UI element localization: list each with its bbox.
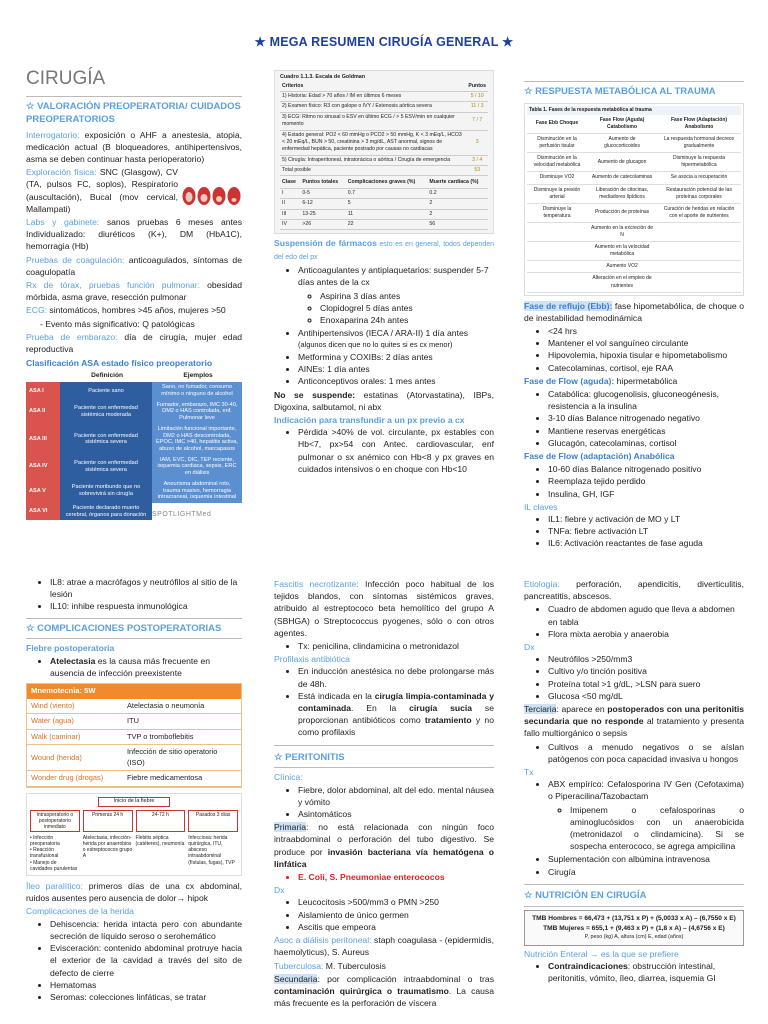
table-row: Aumento en la excreción de N bbox=[527, 222, 741, 241]
flow-column-header: Intraoperatorio o postoperatorio inmediato bbox=[30, 810, 80, 832]
table-row: Disminuye la temperatura Producción de proteínas Curación de heridas en relación con el aporte de nutrientes bbox=[527, 203, 741, 222]
table-row: I 0-5 0.7 0.2 bbox=[280, 188, 488, 198]
table-row: Water (agua) ITU bbox=[27, 714, 241, 730]
list-item: • Contraindicaciones: obstrucción intestinal, peritonitis, vómito, íleo, diarrea, isquemia GI bbox=[548, 960, 744, 984]
subheading-herida: Complicaciones de la herida bbox=[26, 906, 134, 917]
flow-column-header: 24-72 h bbox=[136, 810, 186, 832]
list-item: • Ascitis que empeora bbox=[298, 921, 494, 933]
list-item: ◦ Imipenem o cefalosporinas o aminoglucósidos con un anaerobicida (metronidazol o clindamicina). Si se sospecha enterococo, se agrega ampicilina bbox=[570, 804, 744, 853]
paragraph-rx: Rx de tórax, pruebas función pulmonar: obesidad mórbida, asma grave, resección pulmonar bbox=[26, 280, 242, 303]
list-item: • Metformina y COXIBs: 2 días antes bbox=[298, 351, 494, 363]
list-item: • Cirugía bbox=[548, 866, 744, 878]
paragraph-interrogatorio: Interrogatorio: exposición o AHF a anestesia, atopia, medicación actual (B bloqueadores, antihipertensivos, asma se deben continuar hasta perioperatorio) bbox=[26, 129, 242, 164]
asa-row: ASA V Paciente moribundo que no sobrevivirá sin cirugía Aneurisma abdominal roto, trauma masivo, hemorragia intracraneal, isquemia intestinal bbox=[26, 479, 242, 503]
divider bbox=[26, 96, 242, 97]
subheading-tx: Tx bbox=[524, 767, 534, 778]
flow-cell: Flebitis séptica (catéteres), neumonía bbox=[135, 834, 185, 847]
list-item: • Mantiene reservas energéticas bbox=[548, 425, 744, 437]
list-item: • E. Coli, S. Pneumoniae enterococos bbox=[298, 871, 494, 883]
table-row: Wound (herida) Infección de sitio operatorio (ISO) bbox=[27, 745, 241, 771]
table-row: Alteración en el empleo de nutrientes bbox=[527, 273, 741, 292]
figure-caption: Tabla 1. Fases de la respuesta metabólica al trauma bbox=[527, 106, 741, 115]
list-item: • TNFa: fiebre activación LT bbox=[548, 525, 744, 537]
section-title-peritonitis: ☆ PERITONITIS bbox=[274, 751, 345, 763]
table-row: 4) Estado general: PO2 < 60 mmHg o PCO2 > 50 mmHg, K < 3 mEq/L, HCO3 < 20 mEq/L, BUN > 50, creatinina > 3 mg/dL, AST anormal, signos de enfermedad hepática, paciente postrado por causas no cardiacas 3 bbox=[280, 130, 488, 155]
subheading-dx: Dx bbox=[524, 642, 535, 653]
asa-row: ASA II Paciente con enfermedad sistémica moderada Fumador, embarazo, IMC 30-40, DM2 o HAS controlada, enf. Pulmonar leve bbox=[26, 400, 242, 424]
paragraph-exploracion: Exploración física: SNC (Glasgow), CV (TA, pulsos FC, soplos), Respiratorio (auscultación), Bucal (mov cervical, Mallampati) bbox=[26, 167, 178, 214]
table-row: 1) Historia: Edad > 70 años / IM en últimos 6 meses 5 / 10 bbox=[280, 92, 488, 102]
list-item: • Evisceración: contenido abdominal protruye hacia el exterior de la cavidad a través del sito de defecto de cierre bbox=[50, 942, 242, 979]
table-row: Disminución en la velocidad metabólica Aumento de glucagon Disminuye la respuesta hipermetabólica bbox=[527, 153, 741, 172]
table-row: Wind (viento) Atelectasia o neumonía bbox=[27, 699, 241, 714]
list-item: - Evento más significativo: Q patológicas bbox=[40, 318, 242, 330]
list-item: • Reemplaza tejido perdido bbox=[548, 475, 744, 487]
paragraph-primaria: Primaria: no está relacionada con ningún foco intraabdominal o perforación del tubo digestivo. Se produce por invasión bacteriana vía hematógena o linfática bbox=[274, 822, 494, 869]
fever-flowchart bbox=[26, 793, 242, 876]
table-row: Aumento en la velocidad metabólica bbox=[527, 242, 741, 261]
paragraph-labs: Labs y gabinete: sanos pruebas 6 meses antes Individualizado: diuréticos (K+), DM (HbA1C), hemorragia (Hb) bbox=[26, 217, 242, 252]
flow-top: Inicio de la fiebre bbox=[98, 797, 170, 807]
column-3-top bbox=[524, 78, 744, 551]
column-3-bottom bbox=[524, 578, 744, 985]
paragraph-tuberculosa: Tuberculosa: M. Tuberculosis bbox=[274, 960, 386, 971]
list-item: • Hipovolemia, hipoxia tisular e hipometabolismo bbox=[548, 349, 744, 361]
table-row: 5) Cirugía: Intraperitoneal, intratorácica o aórtica / Cirugía de emergencia 3 / 4 bbox=[280, 155, 488, 165]
paragraph-coagulacion: Pruebas de coagulación: anticoagulados, síntomas de coagulopatía bbox=[26, 254, 242, 277]
list-item: • Catabólica: glucogenolisis, gluconeogénesis, resistencia a la insulina bbox=[548, 388, 744, 412]
table-row: Disminución en la perfusión tisular Aumento de glucocorticoides La respuesta hormonal decrece gradualmente bbox=[527, 134, 741, 153]
table-row: 2) Examen físico: R3 con galope o IVY / Estenosis aórtica severa 11 / 3 bbox=[280, 102, 488, 112]
list-item: • IL8: atrae a macrófagos y neutrófilos al sitio de la lesión bbox=[50, 576, 242, 600]
list-item: • Anticonceptivos orales: 1 mes antes bbox=[298, 375, 494, 387]
paragraph-no-suspende: No se suspende: estatinas (Atorvastatina), IBPs, Digoxina, salbutamol, ni abx bbox=[274, 389, 494, 412]
list-item: • Hematomas bbox=[50, 979, 242, 991]
subheading-dx: Dx bbox=[274, 885, 285, 896]
metabolic-table-figure bbox=[524, 103, 744, 296]
list-item: • Mantener el vol sanguíneo circulante bbox=[548, 337, 744, 349]
column-1-bottom bbox=[26, 576, 242, 1004]
table-row: 3) ECG: Ritmo no sinusal o ESV en último ECG / > 5 ESV/min en cualquier momento 7 / 7 bbox=[280, 112, 488, 130]
paragraph-secundaria: Secundaria: por complicación intraabdominal o tras contaminación quirúrgica o traumatismo. La causa más frecuente es la perforación de víscera bbox=[274, 973, 495, 1009]
list-item: • Seromas: colecciones linfáticas, se tratar bbox=[50, 991, 242, 1003]
subheading-fiebre: Fiebre postoperatoria bbox=[26, 643, 115, 654]
flow-cell: Infecciosa: herida quirúrgica, ITU, absceso intraabdominal (fístulas, fugas), TVP bbox=[188, 834, 235, 866]
list-item: • Leucocitosis >500/mm3 o PMN >250 bbox=[298, 896, 494, 908]
table-row: Total posible 53 bbox=[280, 166, 488, 176]
note: (algunos dicen que no lo quites si es cx menor) bbox=[298, 340, 453, 350]
table-header: Clase Puntos totales Complicaciones graves (%) Muerte cardiaca (%) bbox=[280, 178, 488, 188]
asa-table: Definición Ejemplos ASA I Paciente sano Sano, no fumador, consumo mínimo o ninguno de alcohol ASA II Paciente con enfermedad sistémica moderada Fumador, embarazo, IMC 30-40, DM2 o HAS controlada, enf. Pulmonar leve ASA III Paciente con enfermedad sistémica severa Limitación funcional importante, DM2 o HAS descontrolada, EPOC, IMC >40, hepatitis activa, abuso de alcohol, marcapasos ASA IV Paciente con enfermedad sistémica severa IAM, EVC, DIC, TEP reciente, isquemia cardiaca, sepsis, ERC en diálisis ASA V Paciente moribundo que no sobrevivirá sin cirugía Aneurisma abdominal roto, trauma masivo, hemorragia intracraneal, isquemia intestinal ASA VI Paciente declarado muerto cerebral, órganos para donación bbox=[26, 370, 242, 520]
paragraph-ecg: ECG: sintomáticos, hombres >45 años, mujeres >50 bbox=[26, 305, 226, 316]
column-2-bottom bbox=[274, 578, 494, 1010]
list-item: • Proteína total >1 g/dL, >LSN para suero bbox=[548, 678, 744, 690]
list-item: ◦ Enoxaparina 24h antes bbox=[320, 314, 494, 326]
list-item: • Fiebre, dolor abdominal, alt del edo. mental náusea y vómito bbox=[298, 784, 494, 808]
list-item: • Flora mixta aerobia y anaerobia bbox=[548, 628, 744, 640]
list-item: • <24 hrs bbox=[548, 325, 744, 337]
section-heading: CIRUGÍA bbox=[26, 68, 106, 89]
list-item: • Anticoagulantes y antiplaquetarios: suspender 5-7 días antes de la cx bbox=[298, 264, 494, 288]
divider bbox=[524, 906, 744, 907]
transfusion-title: Indicación para transfundir a un px previo a cx bbox=[274, 414, 465, 425]
column-2-top bbox=[274, 70, 494, 476]
divider bbox=[26, 638, 242, 639]
section-title-metabolic: ☆ RESPUESTA METABÓLICA AL TRAUMA bbox=[524, 86, 716, 97]
list-item: • IL6: Activación reactantes de fase aguda bbox=[548, 537, 744, 549]
table-header: Fase Ebb Choque Fase Flow (Aguda) Catabolismo Fase Flow (Adaptación) Anabolismo bbox=[527, 115, 741, 134]
list-item: • 3-10 días Balance nitrogenado negativo bbox=[548, 412, 744, 424]
list-item: • Glucosa <50 mg/dL bbox=[548, 690, 744, 702]
list-item: • En inducción anestésica no debe prolongarse más de 48h. bbox=[298, 665, 494, 689]
table-row: IV >26 22 56 bbox=[280, 219, 488, 229]
exploration-block bbox=[26, 166, 242, 216]
list-item: • Cultivos a menudo negativos o se aíslan patógenos con poca capacidad invasiva u hongos bbox=[548, 741, 744, 765]
il-title: IL claves bbox=[524, 501, 558, 512]
table-header: Criterios Puntos bbox=[280, 82, 488, 92]
paragraph-terciaria: Terciaria: aparece en postoperados con una peritonitis secundaria que no responde al tratamiento y presenta fallo multiorgánico o sepsis bbox=[524, 704, 745, 739]
divider bbox=[524, 81, 744, 82]
asa-title: Clasificación ASA estado físico preoperatorio bbox=[26, 358, 213, 369]
tmb-formula: TMB Hombres = 66,473 + (13,751 x P) + (5,0033 x A) – (6,7550 x E) TMB Mujeres = 655,1 + (9,463 x P) + (1,8 x A) – (4,6756 x E) P, peso (kg) A, altura (cm) E, edad (años) bbox=[524, 910, 744, 946]
asa-row: ASA III Paciente con enfermedad sistémica severa Limitación funcional importante, DM2 o HAS descontrolada, EPOC, IMC >40, hepatitis activa, abuso de alcohol, marcapasos bbox=[26, 424, 242, 455]
list-item: • Tx: penicilina, clindamicina o metronidazol bbox=[298, 640, 494, 652]
subheading-clinica: Clínica: bbox=[274, 772, 303, 783]
list-item: • Antihipertensivos (IECA / ARA-II) 1 día antes bbox=[298, 327, 494, 339]
table-row: Wonder drug (drogas) Fiebre medicamentosa bbox=[27, 771, 241, 787]
list-item: • 10-60 días Balance nitrogenado positivo bbox=[548, 463, 744, 475]
goldman-figure bbox=[274, 70, 494, 234]
asa-row: ASA I Paciente sano Sano, no fumador, consumo mínimo o ninguno de alcohol bbox=[26, 382, 242, 399]
paragraph-flow: Fase de Flow (aguda): hipermetabólica bbox=[524, 375, 678, 386]
asa-row: ASA VI Paciente declarado muerto cerebral, órganos para donación bbox=[26, 503, 242, 520]
table-row: III 13-25 11 2 bbox=[280, 209, 488, 219]
flow-cell: Atelectasia, infección-herida por anaerobios o estreptococos grupo A bbox=[82, 834, 133, 860]
list-item: • IL1: fiebre y activación de MO y LT bbox=[548, 513, 744, 525]
figure-caption: Cuadro 1.1.3. Escala de Goldman bbox=[280, 74, 366, 80]
list-item: • Asintomáticos bbox=[298, 808, 494, 820]
list-item: ◦ Aspirina 3 días antes bbox=[320, 290, 494, 302]
list-item: • Cuadro de abdomen agudo que lleva a abdomen en tabla bbox=[548, 603, 744, 627]
spotlight-logo: SPOTLIGHTMed bbox=[152, 511, 212, 518]
paragraph-suspension: Suspensión de fármacos esto es en general, todos dependen del edo del px bbox=[274, 238, 494, 262]
table-row: II 6-12 5 2 bbox=[280, 199, 488, 209]
paragraph-fascitis: Fascitis necrotizante: Infección poco habitual de los tejidos blandos, con síntomas sistémicos graves, atribuido al estreptococo beta hemolítico del grupo A (SBHGA) o Streptococcus pyogenes, sólo o con otros agentes. bbox=[274, 579, 495, 638]
divider bbox=[274, 767, 494, 768]
table-row: Disminuye VO2 Aumento de catecolaminas Se asocia a recuperación bbox=[527, 172, 741, 184]
paragraph-embarazo: Prueba de embarazo: día de cirugía, mujer edad reproductiva bbox=[26, 331, 242, 355]
page-title: ★ MEGA RESUMEN CIRUGÍA GENERAL ★ bbox=[254, 35, 514, 49]
list-item: • Pérdida >40% de vol. circulante, px estables con Hb<7, px>54 con Antec. cardiovascular, enf pulmonar o sx anémico con Hb<8 y px graves en cuidados intensivos o en choque con Hb<10 bbox=[298, 426, 494, 475]
flow-column-header: Primeras 24 h bbox=[83, 810, 133, 832]
mnemonic-title: Mnemotecnia: 5W bbox=[27, 684, 241, 699]
table-row: Walk (caminar) TVP o tromboflebitis bbox=[27, 729, 241, 745]
flow-column-header: Pasados 3 días bbox=[188, 810, 238, 832]
list-item: • Neutrófilos >250/mm3 bbox=[548, 653, 744, 665]
divider bbox=[26, 618, 242, 619]
table-row: Aumento VO2 bbox=[527, 261, 741, 273]
mallampati-illustration bbox=[182, 166, 242, 216]
section-title-complications: ☆ COMPLICACIONES POSTOPERATORIAS bbox=[26, 622, 222, 634]
table-row: Disminuye la presión arterial Liberación de citocinas, mediadores lipídicos Restauración potencial de las proteínas corporales bbox=[527, 184, 741, 203]
list-item: • Cultivo y/o tinción positiva bbox=[548, 665, 744, 677]
list-item: • Atelectasia es la causa más frecuente en ausencia de infección preexistente bbox=[50, 655, 242, 679]
list-item: • Dehiscencia: herida intacta pero con abundante secreción de líquido seroso o serohemático bbox=[50, 918, 242, 942]
paragraph-ebb: Fase de reflujo (Ebb): fase hipometabólica, de choque o de inestabilidad hemodinámica bbox=[524, 300, 744, 323]
subheading-enteral: Nutrición Enteral → es la que se prefiere bbox=[524, 948, 679, 959]
asa-row: ASA IV Paciente con enfermedad sistémica severa IAM, EVC, DIC, TEP reciente, isquemia cardiaca, sepsis, ERC en diálisis bbox=[26, 455, 242, 479]
list-item: ◦ Clopidogrel 5 días antes bbox=[320, 302, 494, 314]
list-item: • Está indicada en la cirugía limpia-contaminada y contaminada. En la cirugía sucia se proporcionan antibióticos como tratamiento y no como profilaxis bbox=[298, 690, 494, 739]
list-item: • Suplementación con albúmina intravenosa bbox=[548, 853, 744, 865]
list-item: • ABX empírico: Cefalosporina IV Gen (Cefotaxima) o Piperacilina/Tazobactam bbox=[548, 778, 744, 802]
section-title-preop: ☆ VALORACIÓN PREOPERATORIA/ CUIDADOS PREOPERATORIOS bbox=[26, 100, 241, 125]
section-title-nutrition: ☆ NUTRICIÓN EN CIRUGÍA bbox=[524, 889, 647, 901]
divider bbox=[524, 884, 744, 885]
mnemonic-table bbox=[26, 683, 242, 788]
flow-cell: • Infección preoperatoria • Reacción transfusional • Manejo de cavidades purulentas bbox=[30, 834, 78, 872]
paragraph-adaptation: Fase de Flow (adaptación) Anabólica bbox=[524, 451, 675, 462]
paragraph-dialisis: Asoc a diálisis peritoneal: staph coagulasa - (epidermidis, haemolyticus), S. Aureus bbox=[274, 935, 494, 958]
list-item: • AINEs: 1 día antes bbox=[298, 363, 494, 375]
divider bbox=[274, 745, 494, 746]
list-item: • Glucagón, catecolaminas, cortisol bbox=[548, 437, 744, 449]
list-item: • IL10: inhibe respuesta inmunológica bbox=[50, 600, 242, 612]
paragraph-etiologia: Etiología: perforación, apendicitis, diverticulitis, pancreatitis, abscesos. bbox=[524, 579, 744, 602]
column-1-top bbox=[26, 66, 242, 520]
subheading-profilaxis: Profilaxis antibiótica bbox=[274, 654, 350, 665]
list-item: • Aislamiento de único germen bbox=[298, 909, 494, 921]
list-item: • Catecolaminas, cortisol, eje RAA bbox=[548, 362, 744, 374]
list-item: • Insulina, GH, IGF bbox=[548, 488, 744, 500]
paragraph-ileo: Íleo paralítico: primeros días de una cx abdominal, ruidos ausentes pero ausencia de dolor→ hipok bbox=[26, 881, 242, 904]
